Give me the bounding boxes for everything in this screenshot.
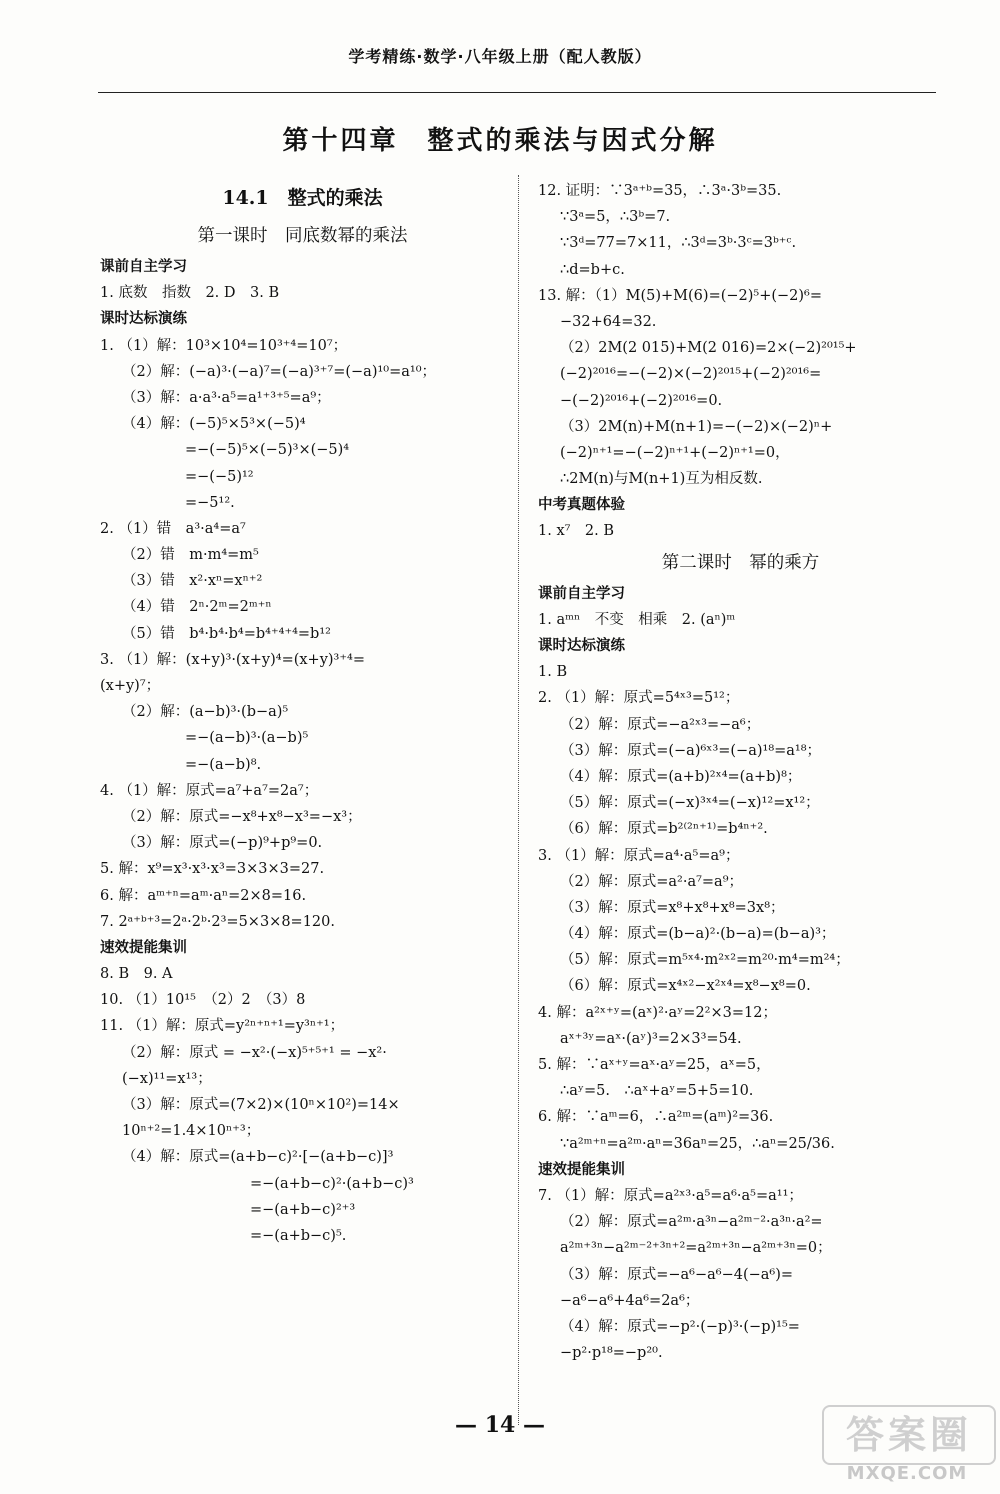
answer-line: 10ⁿ⁺²=1.4×10ⁿ⁺³； bbox=[122, 1123, 261, 1140]
answer-line: (x+y)⁷； bbox=[100, 678, 161, 694]
lesson-title: 第二课时 幂的乘方 bbox=[661, 552, 820, 573]
watermark-logo bbox=[822, 1405, 992, 1485]
answer-line: （2）2M(2 015)+M(2 016)=2×(−2)²⁰¹⁵+ bbox=[560, 340, 857, 357]
answer-line: 13. 解：（1）M(5)+M(6)=(−2)⁵+(−2)⁶= bbox=[538, 287, 823, 304]
answer-line: =−(a−b)⁸. bbox=[185, 756, 262, 773]
answer-line: =−(−5)⁵×(−5)³×(−5)⁴ bbox=[185, 442, 350, 459]
answer-line: （5）解：原式=(−x)³ˣ⁴=(−x)¹²=x¹²； bbox=[560, 795, 820, 812]
answer-line: （4）解：(−5)⁵×5³×(−5)⁴ bbox=[122, 416, 306, 433]
answer-line: −p²·p¹⁸=−p²⁰. bbox=[560, 1345, 663, 1362]
answer-line: 6. 解：aᵐ⁺ⁿ=aᵐ·aⁿ=2×8=16. bbox=[100, 887, 307, 904]
answer-line: （2）错 m·m⁴=m⁵ bbox=[122, 547, 259, 564]
answer-line: ∴2M(n)与M(n+1)互为相反数. bbox=[560, 471, 763, 488]
answer-line: （4）错 2ⁿ·2ᵐ=2ᵐ⁺ⁿ bbox=[122, 599, 272, 616]
answer-line: （3）解：原式=(7×2)×(10ⁿ×10²)=14× bbox=[122, 1097, 400, 1113]
answer-line: a²ᵐ⁺³ⁿ−a²ᵐ⁻²⁺³ⁿ⁺²=a²ᵐ⁺³ⁿ−a²ᵐ⁺³ⁿ=0； bbox=[560, 1240, 832, 1257]
column-divider bbox=[518, 175, 519, 1425]
answer-line: 4. 解：a²ˣ⁺ʸ=(aˣ)²·aʸ=2²×3=12； bbox=[538, 1004, 777, 1021]
answer-line: ∴d=b+c. bbox=[560, 261, 625, 278]
answer-line: 2. （1）错 a³·a⁴=a⁷ bbox=[100, 520, 246, 537]
answer-line: 7. （1）解：原式=a²ˣ³·a⁵=a⁶·a⁵=a¹¹； bbox=[538, 1187, 803, 1204]
answer-line: =−(a−b)³·(a−b)⁵ bbox=[185, 730, 309, 747]
answer-line: （4）解：原式=(a+b−c)²·[−(a+b−c)]³ bbox=[122, 1149, 394, 1166]
answer-line: 4. （1）解：原式=a⁷+a⁷=2a⁷； bbox=[100, 782, 319, 799]
answer-line: 10. （1）10¹⁵ （2）2 （3）8 bbox=[100, 992, 306, 1009]
answer-line: 12. 证明：∵3ᵃ⁺ᵇ=35，∴3ᵃ·3ᵇ=35. bbox=[538, 183, 782, 199]
answer-line: 1. x⁷ 2. B bbox=[538, 523, 615, 540]
answer-line: 1. 底数 指数 2. D 3. B bbox=[100, 285, 280, 302]
answer-line: −32+64=32. bbox=[560, 313, 657, 330]
answer-line: （2）解：原式=−a²ˣ³=−a⁶； bbox=[560, 716, 761, 733]
answer-line: （4）解：原式=(b−a)²·(b−a)=(b−a)³； bbox=[560, 926, 836, 943]
answer-line: （3）解：原式=(−p)⁹+p⁹=0. bbox=[122, 835, 323, 852]
answer-line: 2. （1）解：原式=5⁴ˣ³=5¹²； bbox=[538, 690, 740, 707]
answer-line: （5）解：原式=m⁵ˣ⁴·m²ˣ²=m²⁰·m⁴=m²⁴； bbox=[560, 952, 850, 969]
running-header: 学考精练·数学·八年级上册（配人教版） bbox=[348, 47, 652, 66]
answer-line: =−(a+b−c)²⁺³ bbox=[250, 1201, 356, 1218]
answer-line: 5. 解：x⁹=x³·x³·x³=3×3×3=27. bbox=[100, 861, 325, 878]
answer-line: aˣ⁺³ʸ=aˣ·(aʸ)³=2×3³=54. bbox=[560, 1030, 742, 1047]
section-title: 14.1 整式的乘法 bbox=[222, 187, 383, 209]
subsection-heading: 速效提能集训 bbox=[100, 939, 187, 956]
answer-line: （2）解：原式=−x⁸+x⁸−x³=−x³； bbox=[122, 808, 362, 825]
right-column bbox=[538, 178, 943, 1366]
answer-line: (−x)¹¹=x¹³； bbox=[122, 1070, 212, 1087]
answer-line: （6）解：原式=b²⁽²ⁿ⁺¹⁾=b⁴ⁿ⁺². bbox=[560, 821, 768, 838]
answer-line: ∴aʸ=5. ∴aˣ+aʸ=5+5=10. bbox=[560, 1083, 754, 1100]
answer-line: −a⁶−a⁶+4a⁶=2a⁶； bbox=[560, 1292, 700, 1309]
page-number: — 14 — bbox=[455, 1412, 545, 1438]
answer-line: （2）解：原式 = −x²·(−x)⁵⁺⁵⁺¹ = −x²· bbox=[122, 1044, 387, 1061]
answer-line: 7. 2ᵃ⁺ᵇ⁺³=2ᵃ·2ᵇ·2³=5×3×8=120. bbox=[100, 913, 335, 930]
subsection-heading: 课前自主学习 bbox=[100, 259, 187, 275]
left-column bbox=[100, 178, 505, 1249]
answer-line: （3）解：原式=x⁸+x⁸+x⁸=3x⁸； bbox=[560, 899, 785, 916]
answer-line: 3. （1）解：原式=a⁴·a⁵=a⁹； bbox=[538, 847, 740, 864]
answer-line: （5）错 b⁴·b⁴·b⁴=b⁴⁺⁴⁺⁴=b¹² bbox=[122, 625, 331, 642]
subsection-heading: 课时达标演练 bbox=[538, 638, 625, 654]
answer-line: =−(−5)¹² bbox=[185, 468, 254, 485]
answer-line: （2）解：(a−b)³·(b−a)⁵ bbox=[122, 704, 289, 721]
answer-line: =−(a+b−c)⁵. bbox=[250, 1227, 347, 1244]
answer-line: ∵3ᵃ=5，∴3ᵇ=7. bbox=[560, 209, 671, 226]
answer-line: （4）解：原式=(a+b)²ˣ⁴=(a+b)⁸； bbox=[560, 768, 802, 785]
answer-line: 11. （1）解：原式=y²ⁿ⁺ⁿ⁺¹=y³ⁿ⁺¹； bbox=[100, 1018, 345, 1035]
answer-line: 1. aᵐⁿ 不变 相乘 2. (aⁿ)ᵐ bbox=[538, 611, 736, 628]
answer-line: 1. （1）解：10³×10⁴=10³⁺⁴=10⁷； bbox=[100, 337, 348, 354]
answer-line: （3）解：原式=−a⁶−a⁶−4(−a⁶)= bbox=[560, 1266, 794, 1283]
answer-line: （2）解：(−a)³·(−a)⁷=(−a)³⁺⁷=(−a)¹⁰=a¹⁰； bbox=[122, 363, 437, 380]
answer-line: =−(a+b−c)²·(a+b−c)³ bbox=[250, 1175, 414, 1192]
subsection-heading: 中考真题体验 bbox=[538, 497, 625, 514]
answer-line: (−2)ⁿ⁺¹=−(−2)ⁿ⁺¹+(−2)ⁿ⁺¹=0， bbox=[560, 444, 790, 461]
answer-line: （2）解：原式=a²·a⁷=a⁹； bbox=[560, 873, 744, 890]
answer-line: 8. B 9. A bbox=[100, 966, 173, 983]
answer-line: （3）错 x²·xⁿ=xⁿ⁺² bbox=[122, 573, 263, 590]
answer-line: ∵a²ᵐ⁺ⁿ=a²ᵐ·aⁿ=36aⁿ=25，∴aⁿ=25/36. bbox=[560, 1135, 835, 1152]
answer-line: （3）2M(n)+M(n+1)=−(−2)×(−2)ⁿ+ bbox=[560, 418, 833, 435]
answer-line: (−2)²⁰¹⁶=−(−2)×(−2)²⁰¹⁵+(−2)²⁰¹⁶= bbox=[560, 366, 822, 383]
answer-line: ∵3ᵈ=77=7×11，∴3ᵈ=3ᵇ·3ᶜ=3ᵇ⁺ᶜ. bbox=[560, 235, 797, 252]
watermark-text: 答案圈 bbox=[822, 1405, 996, 1465]
chapter-title: 第十四章 整式的乘法与因式分解 bbox=[282, 126, 718, 156]
answer-line: 5. 解：∵aˣ⁺ʸ=aˣ·aʸ=25，aˣ=5， bbox=[538, 1057, 771, 1073]
header-rule bbox=[98, 92, 936, 93]
answer-line: （3）解：a·a³·a⁵=a¹⁺³⁺⁵=a⁹； bbox=[122, 389, 331, 406]
answer-line: =−5¹². bbox=[185, 494, 235, 511]
subsection-heading: 课前自主学习 bbox=[538, 585, 625, 602]
answer-line: （6）解：原式=x⁴ˣ²−x²ˣ⁴=x⁸−x⁸=0. bbox=[560, 978, 811, 995]
answer-line: 1. B bbox=[538, 664, 568, 681]
answer-line: （3）解：原式=(−a)⁶ˣ³=(−a)¹⁸=a¹⁸； bbox=[560, 742, 822, 759]
answer-line: （4）解：原式=−p²·(−p)³·(−p)¹⁵= bbox=[560, 1318, 800, 1335]
answer-line: 6. 解：∵aᵐ=6，∴a²ᵐ=(aᵐ)²=36. bbox=[538, 1109, 774, 1126]
answer-line: （2）解：原式=a²ᵐ·a³ⁿ−a²ᵐ⁻²·a³ⁿ·a²= bbox=[560, 1214, 823, 1231]
subsection-heading: 速效提能集训 bbox=[538, 1161, 625, 1178]
answer-line: 3. （1）解：(x+y)³·(x+y)⁴=(x+y)³⁺⁴= bbox=[100, 651, 365, 668]
answer-line: −(−2)²⁰¹⁶+(−2)²⁰¹⁶=0. bbox=[560, 392, 723, 409]
subsection-heading: 课时达标演练 bbox=[100, 311, 187, 328]
lesson-title: 第一课时 同底数幂的乘法 bbox=[197, 226, 408, 246]
watermark-url: MXQE.COM bbox=[846, 1463, 968, 1484]
